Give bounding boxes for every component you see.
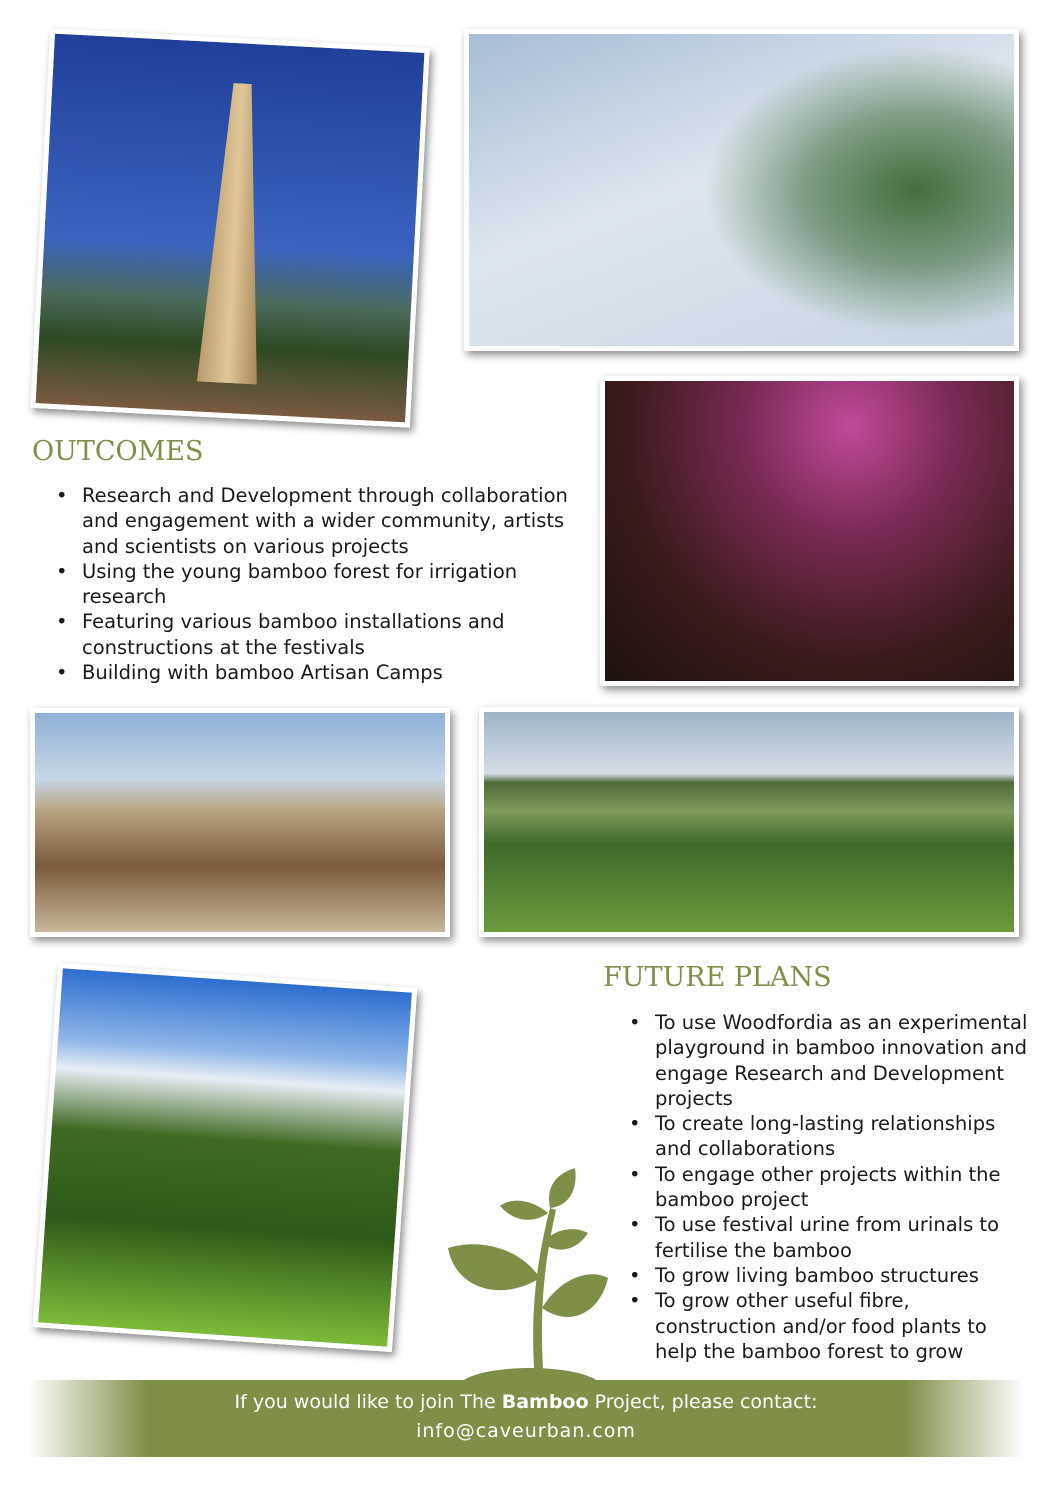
outcomes-item: • Featuring various bamboo installations and constructions at the festivals [82,609,572,660]
future-plans-item: • To grow living bamboo structures [655,1263,1035,1288]
future-plans-item: • To create long-lasting relationships and collaborations [655,1111,1035,1162]
contact-footer [28,1380,1024,1457]
outcomes-item: • Building with bamboo Artisan Camps [82,660,572,685]
outcomes-item: • Research and Development through collaboration and engagement with a wider community, artists and scientists on various projects [82,483,572,559]
outcomes-item: • Using the young bamboo forest for irrigation research [82,559,572,610]
photo-young-bamboo-forest [33,963,418,1352]
outcomes-heading: OUTCOMES [32,436,204,467]
future-plans-heading: FUTURE PLANS [603,962,832,993]
contact-email[interactable]: info@caveurban.com [416,1420,636,1442]
photo-landscape [479,707,1019,937]
sprout-icon [440,1168,615,1383]
contact-message: If you would like to join The Bamboo Project, please contact: [234,1391,818,1413]
photo-bamboo-leaves [464,29,1019,351]
future-plans-list [655,1010,1035,1364]
future-plans-item: • To use Woodfordia as an experimental playground in bamboo innovation and engage Research and Development projects [655,1010,1035,1111]
photo-artisan-camp [30,708,450,937]
future-plans-item: • To use festival urine from urinals to fertilise the bamboo [655,1212,1035,1263]
future-plans-item: • To grow other useful fibre, construction and/or food plants to help the bamboo forest to grow [655,1288,1035,1364]
photo-woven-interior [600,376,1019,686]
outcomes-list [82,483,572,685]
photo-bamboo-tower [30,28,429,427]
future-plans-item: • To engage other projects within the bamboo project [655,1162,1035,1213]
